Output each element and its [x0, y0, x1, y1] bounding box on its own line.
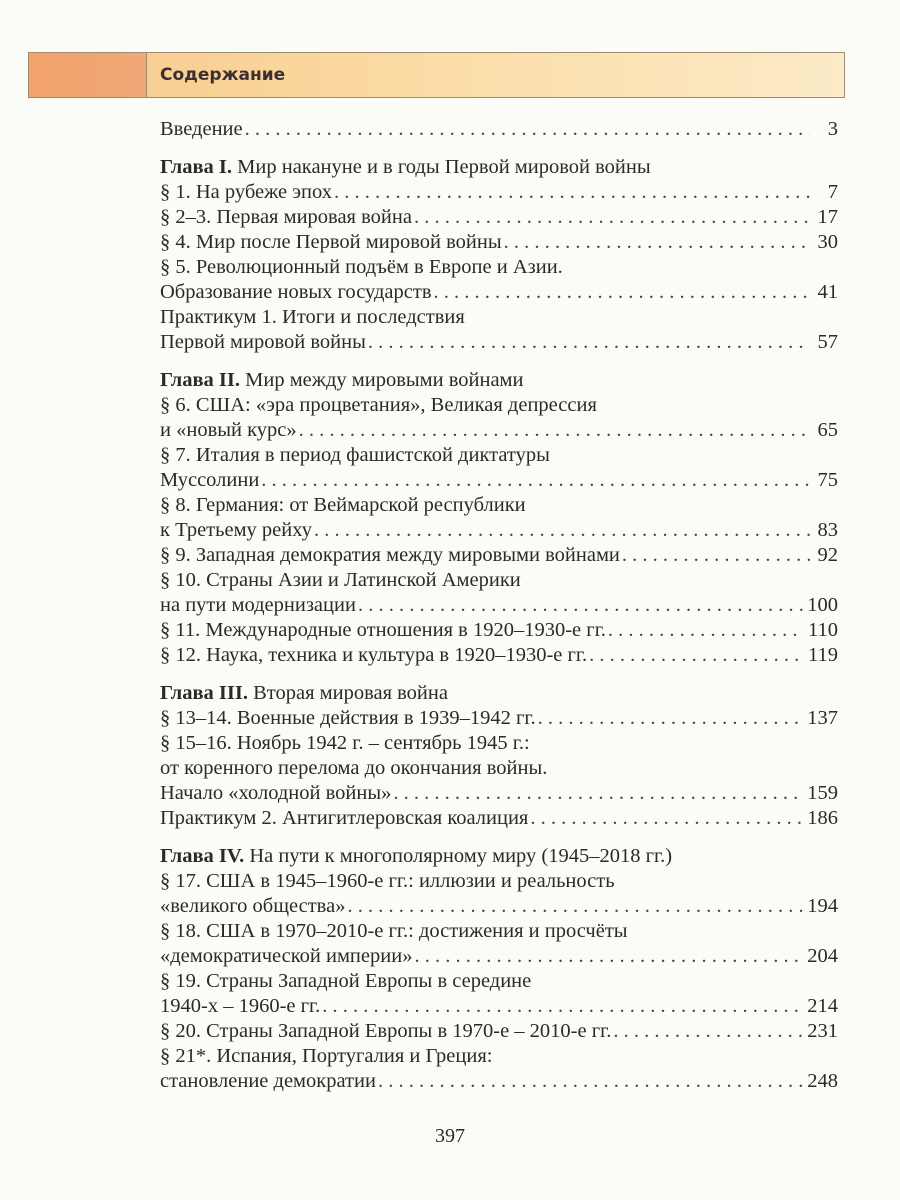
dot-leader — [261, 468, 810, 493]
toc-entry[interactable] — [160, 806, 838, 831]
chapter-title: Мир между мировыми войнами — [240, 369, 524, 391]
toc-entry[interactable] — [160, 706, 838, 731]
toc-section — [160, 368, 838, 668]
chapter-label: Глава III. — [160, 682, 248, 704]
dot-leader — [538, 706, 804, 731]
toc-entry-title: § 1. На рубеже эпох — [160, 181, 332, 203]
chapter-title: Вторая мировая война — [248, 682, 448, 704]
toc-entry-title: Образование новых государств — [160, 281, 432, 303]
chapter-label: Глава IV. — [160, 845, 245, 867]
toc-section — [160, 844, 838, 1094]
toc-entry[interactable] — [160, 969, 838, 994]
toc-entry-title: § 9. Западная демократия между мировыми войнами — [160, 544, 620, 566]
dot-leader — [314, 518, 810, 543]
toc-entry-page: 75 — [817, 469, 838, 491]
toc-entry-title: Начало «холодной войны» — [160, 782, 392, 804]
toc-entry[interactable] — [160, 443, 838, 468]
dot-leader — [358, 593, 803, 618]
toc-entry[interactable] — [160, 919, 838, 944]
toc-entry-title: Введение — [160, 118, 243, 140]
page-number: 397 — [435, 1125, 465, 1147]
dot-leader — [393, 781, 803, 806]
toc-entry[interactable] — [160, 731, 838, 756]
toc-entry-page: 65 — [817, 419, 838, 441]
toc-entry-title: § 6. США: «эра процветания», Великая депрессия — [160, 394, 597, 416]
toc-entry[interactable] — [160, 643, 838, 668]
toc-entry-title: § 8. Германия: от Веймарской республики — [160, 494, 526, 516]
toc-entry-title: «демократической империи» — [160, 945, 413, 967]
toc-entry[interactable] — [160, 393, 838, 418]
dot-leader — [299, 418, 810, 443]
toc-entry-title: § 2–3. Первая мировая война — [160, 206, 412, 228]
toc-entry[interactable] — [160, 255, 838, 280]
toc-entry-title: Первой мировой войны — [160, 331, 366, 353]
toc-entry[interactable] — [160, 944, 838, 969]
toc-entry-page: 137 — [807, 707, 838, 729]
toc-entry-title: Практикум 2. Антигитлеровская коалиция — [160, 807, 529, 829]
toc-entry-page: 110 — [808, 619, 838, 641]
toc-entry-page: 41 — [817, 281, 838, 303]
toc-section — [160, 155, 838, 355]
toc-entry-title: § 7. Италия в период фашистской диктатуры — [160, 444, 550, 466]
dot-leader — [622, 543, 810, 568]
toc-entry[interactable] — [160, 518, 838, 543]
toc-entry-page: 100 — [807, 594, 838, 616]
toc-entry-title: становление демократии — [160, 1070, 376, 1092]
toc-entry-title: и «новый курс» — [160, 419, 297, 441]
toc-entry[interactable] — [160, 994, 838, 1019]
dot-leader — [589, 643, 804, 668]
toc-entry[interactable] — [160, 205, 838, 230]
toc-entry-title: на пути модернизации — [160, 594, 356, 616]
chapter-heading-text — [160, 368, 524, 393]
toc-section — [160, 681, 838, 831]
toc-entry-title: § 10. Страны Азии и Латинской Америки — [160, 569, 521, 591]
chapter-heading[interactable] — [160, 681, 838, 706]
dot-leader — [334, 180, 810, 205]
toc-entry-title: § 20. Страны Западной Европы в 1970-е – 2010-е гг. — [160, 1020, 612, 1042]
toc-entry-title: § 11. Международные отношения в 1920–1930-е гг. — [160, 619, 606, 641]
toc-entry-page: 92 — [817, 544, 838, 566]
toc-entry[interactable] — [160, 543, 838, 568]
toc-entry-title: § 21*. Испания, Португалия и Греция: — [160, 1045, 493, 1067]
dot-leader — [245, 117, 810, 142]
toc-section — [160, 117, 838, 142]
chapter-heading[interactable] — [160, 155, 838, 180]
toc-entry-title: 1940-х – 1960-е гг. — [160, 995, 321, 1017]
dot-leader — [414, 205, 810, 230]
toc-entry-title: § 18. США в 1970–2010-е гг.: достижения и просчёты — [160, 920, 628, 942]
toc-entry[interactable] — [160, 1044, 838, 1069]
toc-entry-title: Муссолини — [160, 469, 260, 491]
chapter-heading[interactable] — [160, 368, 838, 393]
dot-leader — [347, 894, 803, 919]
toc-entry[interactable] — [160, 230, 838, 255]
toc-entry-page: 119 — [808, 644, 838, 666]
toc-entry[interactable] — [160, 418, 838, 443]
toc-entry-title: § 19. Страны Западной Европы в середине — [160, 970, 532, 992]
toc-entry-title: § 17. США в 1945–1960-е гг.: иллюзии и реальность — [160, 870, 615, 892]
toc-entry-page: 17 — [817, 206, 838, 228]
toc-entry[interactable] — [160, 1019, 838, 1044]
chapter-heading-text — [160, 844, 672, 869]
toc-entry-title: § 12. Наука, техника и культура в 1920–1930-е гг. — [160, 644, 588, 666]
dot-leader — [504, 230, 810, 255]
chapter-heading-text — [160, 681, 448, 706]
dot-leader — [322, 994, 803, 1019]
toc-entry-title: Практикум 1. Итоги и последствия — [160, 306, 465, 328]
toc-entry-title: от коренного перелома до окончания войны. — [160, 757, 548, 779]
toc-entry[interactable] — [160, 618, 838, 643]
chapter-title: Мир накануне и в годы Первой мировой войны — [232, 156, 651, 178]
dot-leader — [434, 280, 811, 305]
toc-entry-page: 248 — [807, 1070, 838, 1092]
dot-leader — [368, 330, 810, 355]
table-of-contents — [160, 117, 838, 1107]
toc-entry[interactable] — [160, 593, 838, 618]
toc-entry-page: 57 — [817, 331, 838, 353]
toc-entry[interactable] — [160, 180, 838, 205]
toc-entry-page: 194 — [807, 895, 838, 917]
toc-entry-page: 214 — [807, 995, 838, 1017]
toc-entry[interactable] — [160, 468, 838, 493]
chapter-label: Глава II. — [160, 369, 241, 391]
dot-leader — [613, 1019, 803, 1044]
toc-entry-page: 83 — [817, 519, 838, 541]
toc-entry[interactable] — [160, 330, 838, 355]
toc-entry[interactable] — [160, 894, 838, 919]
dot-leader — [608, 618, 804, 643]
toc-entry[interactable] — [160, 781, 838, 806]
dot-leader — [414, 944, 803, 969]
toc-entry-title: § 15–16. Ноябрь 1942 г. – сентябрь 1945 г.: — [160, 732, 530, 754]
toc-entry-page: 204 — [807, 945, 838, 967]
toc-entry-title: § 5. Революционный подъём в Европе и Азии. — [160, 256, 563, 278]
toc-entry[interactable] — [160, 493, 838, 518]
header-accent-block — [29, 53, 147, 97]
chapter-title: На пути к многополярному миру (1945–2018 гг.) — [244, 845, 673, 867]
toc-entry-page: 159 — [807, 782, 838, 804]
toc-entry-title: «великого общества» — [160, 895, 346, 917]
toc-entry-page: 231 — [807, 1020, 838, 1042]
contents-header-band — [28, 52, 845, 98]
page-title: Содержание — [160, 65, 286, 85]
toc-entry[interactable] — [160, 568, 838, 593]
toc-entry-title: § 13–14. Военные действия в 1939–1942 гг. — [160, 707, 536, 729]
toc-entry[interactable] — [160, 117, 838, 142]
toc-entry-page: 30 — [817, 231, 838, 253]
chapter-label: Глава I. — [160, 156, 233, 178]
toc-entry[interactable] — [160, 280, 838, 305]
dot-leader — [530, 806, 803, 831]
toc-entry-title: § 4. Мир после Первой мировой войны — [160, 231, 502, 253]
toc-entry[interactable] — [160, 756, 838, 781]
toc-entry[interactable] — [160, 1069, 838, 1094]
toc-entry[interactable] — [160, 305, 838, 330]
toc-entry-page: 186 — [807, 807, 838, 829]
toc-entry-page: 7 — [827, 181, 838, 203]
toc-entry-page: 3 — [827, 118, 838, 140]
toc-entry[interactable] — [160, 869, 838, 894]
chapter-heading[interactable] — [160, 844, 838, 869]
toc-entry-title: к Третьему рейху — [160, 519, 312, 541]
dot-leader — [378, 1069, 803, 1094]
chapter-heading-text — [160, 155, 651, 180]
